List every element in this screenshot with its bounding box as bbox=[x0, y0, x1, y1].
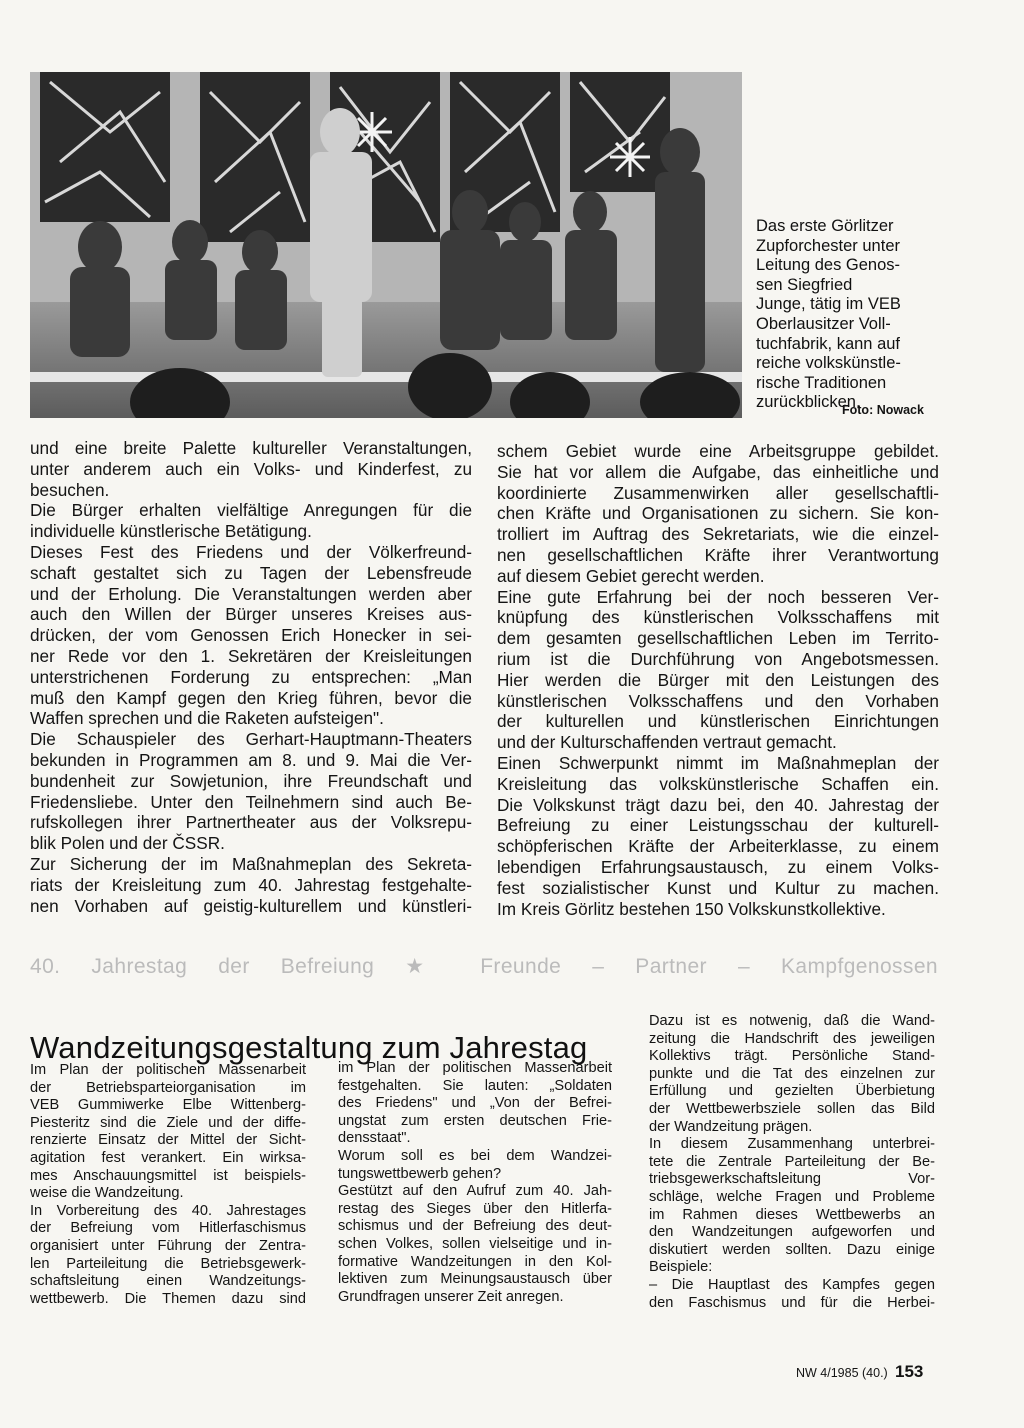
text-line: den Faschismus und für die Herbei- bbox=[649, 1294, 935, 1311]
upper-right-column bbox=[497, 441, 939, 919]
text-line: Piesteritz sind die Ziele und der diffe- bbox=[30, 1114, 306, 1131]
text-line: der Befreiung vom Hitlerfaschismus bbox=[30, 1220, 306, 1237]
text-line: Eine gute Erfahrung bei der noch besseren Ver- bbox=[497, 586, 939, 607]
text-line: Friedensliebe. Unter den Teilnehmern sind auch Be- bbox=[30, 791, 472, 812]
text-line: des Friedens" und „Von der Befrei- bbox=[338, 1095, 612, 1112]
text-line: Dieses Fest des Friedens und der Völkerfreund- bbox=[30, 541, 472, 562]
text-line: rufskollegen ihrer Partnertheater aus der Volksrepu- bbox=[30, 812, 472, 833]
caption-line: zurückblicken. bbox=[756, 393, 861, 412]
text-line: nen Vorhaben auf geistig-kulturellem und künstleri- bbox=[30, 895, 472, 916]
text-line: – Die Hauptlast des Kampfes gegen bbox=[649, 1276, 935, 1293]
text-line: der Betriebsparteiorganisation im bbox=[30, 1079, 306, 1096]
caption-line: sen Siegfried bbox=[756, 275, 853, 294]
text-line: Die Volkskunst trägt dazu bei, den 40. Jahrestag der bbox=[497, 794, 939, 815]
text-line: Grundfragen unserer Zeit anregen. bbox=[338, 1288, 564, 1305]
text-line: Gestützt auf den Aufruf zum 40. Jah- bbox=[338, 1183, 612, 1200]
caption-line: tuchfabrik, kann auf bbox=[756, 334, 901, 353]
text-line: knüpfung des künstlerischen Volksschaffens mit bbox=[497, 607, 939, 628]
text-line: riats der Kreisleitung zum 40. Jahrestag festgehalte- bbox=[30, 874, 472, 895]
section-banner: 40. Jahrestag der Befreiung ★ Freunde – Partner – Kampfgenossen bbox=[30, 955, 938, 978]
text-line: ner Rede vor den 1. Sekretären der Kreisleitungen bbox=[30, 645, 472, 666]
text-line: triebsgewerkschaftsleitung Vor- bbox=[649, 1171, 935, 1188]
orchestra-photo-icon bbox=[30, 72, 742, 418]
text-line: agitation fest verankert. Ein wirksa- bbox=[30, 1149, 306, 1166]
text-line: zeitung die Handschrift des jeweiligen bbox=[649, 1030, 935, 1047]
text-line: wettbewerb. Die Themen dazu sind bbox=[30, 1290, 306, 1307]
text-line: restag des Sieges über den Hitlerfa- bbox=[338, 1200, 612, 1217]
text-line: bekunden in Programmen am 8. und 9. Mai die Ver- bbox=[30, 749, 472, 770]
text-line: künstlerischen Volksschaffens und den Vorhaben bbox=[497, 690, 939, 711]
text-line: renzierte Einsatz der Mittel der Sicht- bbox=[30, 1132, 306, 1149]
lower-right-column bbox=[649, 1013, 935, 1312]
upper-left-column bbox=[30, 438, 472, 916]
text-line: VEB Gummiwerke Elbe Wittenberg- bbox=[30, 1097, 306, 1114]
text-line: und eine breite Palette kultureller Veranstaltungen, bbox=[30, 438, 472, 458]
text-line: im Rahmen dieses Wettbewerbs an bbox=[649, 1206, 935, 1223]
text-line: dem gesamten gesellschaftlichen Leben im Territo- bbox=[497, 628, 939, 649]
text-line: Im Plan der politischen Massenarbeit bbox=[30, 1062, 306, 1078]
text-line: auf diesem Gebiet gerecht werden. bbox=[497, 565, 765, 586]
text-line: len Parteileitung die Betriebsgewerk- bbox=[30, 1255, 306, 1272]
text-line: Kollektivs trägt. Persönliche Stand- bbox=[649, 1048, 935, 1065]
text-line: Beispiele: bbox=[649, 1259, 713, 1276]
text-line: unter anderem auch ein Volks- und Kinderfest, zu bbox=[30, 458, 472, 479]
photo-caption bbox=[756, 217, 952, 413]
text-line: der Wandzeitung prägen. bbox=[649, 1118, 813, 1135]
text-line: diskutiert werden sollten. Dazu einige bbox=[649, 1241, 935, 1258]
text-line: schaftsleitung einen Wandzeitungs- bbox=[30, 1273, 306, 1290]
text-line: In Vorbereitung des 40. Jahrestages bbox=[30, 1202, 306, 1219]
caption-line: Oberlausitzer Voll- bbox=[756, 314, 891, 333]
text-line: bundenheit zur Sowjetunion, ihre Freundschaft und bbox=[30, 770, 472, 791]
text-line: organisiert unter Führung der Zentra- bbox=[30, 1237, 306, 1254]
text-line: fest sozialistischer Kunst und Kultur zu machen. bbox=[497, 877, 939, 898]
caption-line: Junge, tätig im VEB bbox=[756, 295, 901, 314]
text-line: besuchen. bbox=[30, 479, 110, 500]
text-line: densstaat". bbox=[338, 1130, 411, 1147]
text-line: festgehalten. Sie lauten: „Soldaten bbox=[338, 1077, 612, 1094]
text-line: schen Volkes, sollen vielseitige und in- bbox=[338, 1235, 612, 1252]
article-headline: Wandzeitungsgestaltung zum Jahrestag bbox=[30, 1029, 588, 1065]
text-line: auch den Willen der Bürger unseres Kreises aus- bbox=[30, 604, 472, 625]
text-line: schem Gebiet wurde eine Arbeitsgruppe gebildet. bbox=[497, 441, 939, 461]
text-line: Sie hat vor allem die Aufgabe, das einheitliche und bbox=[497, 461, 939, 482]
text-line: Im Kreis Görlitz bestehen 150 Volkskunstkollektive. bbox=[497, 898, 886, 919]
text-line: koordinierte Zusammenwirken aller gesellschaftli- bbox=[497, 482, 939, 503]
text-line: ungstat zum ersten deutschen Frie- bbox=[338, 1112, 612, 1129]
text-line: Die Bürger erhalten vielfältige Anregungen für die bbox=[30, 500, 472, 521]
caption-line: reiche volkskünstle- bbox=[756, 354, 901, 373]
text-line: drücken, der vom Genossen Erich Honecker in sei- bbox=[30, 625, 472, 646]
caption-line: Das erste Görlitzer bbox=[756, 217, 894, 235]
text-line: weise die Wandzeitung. bbox=[30, 1185, 184, 1202]
text-line: In diesem Zusammenhang unterbrei- bbox=[649, 1136, 935, 1153]
text-line: den Wandzeitungen aufgeworfen und bbox=[649, 1224, 935, 1241]
text-line: Worum soll es bei dem Wandzei- bbox=[338, 1147, 612, 1164]
lower-left-column bbox=[30, 1062, 306, 1308]
text-line: Hier werden die Bürger mit den Leistungen des bbox=[497, 669, 939, 690]
text-line: nen gesellschaftlichen Kräfte ihrer Verantwortung bbox=[497, 544, 939, 565]
text-line: trolliert im Auftrag des Sekretariats, wie die einzel- bbox=[497, 524, 939, 545]
text-line: lebendigen Erfahrungsaustausch, zu einem Volks- bbox=[497, 856, 939, 877]
text-line: Zur Sicherung der im Maßnahmeplan des Sekreta- bbox=[30, 853, 472, 874]
orchestra-photo bbox=[30, 72, 742, 418]
text-line: blik Polen und der ČSSR. bbox=[30, 833, 225, 854]
text-line: Einen Schwerpunkt nimmt im Maßnahmeplan der bbox=[497, 752, 939, 773]
caption-line: Zupforchester unter bbox=[756, 236, 900, 255]
text-line: der kulturellen und künstlerischen Einrichtungen bbox=[497, 711, 939, 732]
text-line: Erfüllung und gezielten Überbietung bbox=[649, 1083, 935, 1100]
text-line: schöpferischen Kräfte der Arbeiterklasse, zu einem bbox=[497, 836, 939, 857]
text-line: Waffen sprechen und die Raketen aufsteigen". bbox=[30, 708, 384, 729]
text-line: mes Anschauungsmittel ist beispiels- bbox=[30, 1167, 306, 1184]
text-line: im Plan der politischen Massenarbeit bbox=[338, 1060, 612, 1076]
text-line: Dazu ist es notwenig, daß die Wand- bbox=[649, 1013, 935, 1029]
text-line: rium ist die Durchführung von Angebotsmessen. bbox=[497, 648, 939, 669]
text-line: tete die Zentrale Parteileitung der Be- bbox=[649, 1153, 935, 1170]
text-line: muß den Kampf gegen den Krieg führen, bevor die bbox=[30, 687, 472, 708]
text-line: lektiven zum Meinungsaustausch über bbox=[338, 1271, 612, 1288]
lower-middle-column bbox=[338, 1060, 612, 1306]
text-line: und der Kulturschaffenden vertraut gemacht. bbox=[497, 732, 837, 753]
issue-number: NW 4/1985 (40.) bbox=[796, 1366, 888, 1380]
text-line: tungswettbewerb gehen? bbox=[338, 1165, 502, 1182]
caption-line: rische Traditionen bbox=[756, 373, 887, 392]
text-line: formative Wandzeitungen in den Kol- bbox=[338, 1253, 612, 1270]
photo-credit: Foto: Nowack bbox=[842, 403, 924, 417]
text-line: schismus und der Befreiung des deut- bbox=[338, 1218, 612, 1235]
text-line: Die Schauspieler des Gerhart-Hauptmann-Theaters bbox=[30, 729, 472, 750]
text-line: und der Erholung. Die Veranstaltungen werden aber bbox=[30, 583, 472, 604]
text-line: der Wettbewerbsziele sollen das Bild bbox=[649, 1100, 935, 1117]
text-line: schläge, welche Fragen und Probleme bbox=[649, 1188, 935, 1205]
text-line: Kreisleitung das volkskünstlerische Schaffen ein. bbox=[497, 773, 939, 794]
text-line: unterstrichenen Forderung zu entsprechen: „Man bbox=[30, 666, 472, 687]
text-line: punkte und die Tat des einzelnen zur bbox=[649, 1065, 935, 1082]
page-number: 153 bbox=[895, 1362, 924, 1381]
caption-line: Leitung des Genos- bbox=[756, 256, 901, 275]
text-line: Befreiung zu einer Leistungsschau der kulturell- bbox=[497, 815, 939, 836]
text-line: chen Kräfte und Organisationen zu sichern. Sie kon- bbox=[497, 503, 939, 524]
text-line: individuelle künstlerische Betätigung. bbox=[30, 521, 312, 542]
text-line: schaft gestaltet sich zu Tagen der Lebensfreude bbox=[30, 562, 472, 583]
